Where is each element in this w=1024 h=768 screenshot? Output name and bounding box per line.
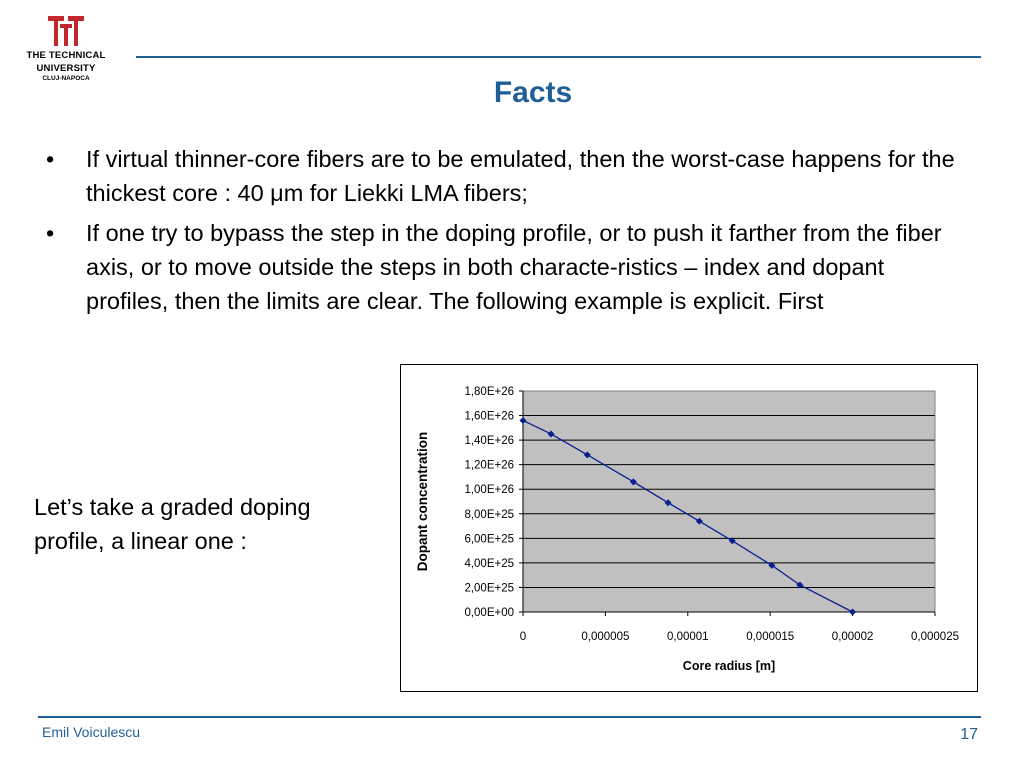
y-tick-labels (464, 386, 514, 619)
y-tick-label: 8,00E+25 (464, 508, 514, 521)
y-tick-label: 1,40E+26 (464, 435, 514, 448)
bullet-dot-icon: • (46, 220, 55, 246)
x-tick-label: 0,000015 (746, 631, 795, 643)
y-tick-label: 1,20E+26 (464, 459, 514, 472)
y-tick-label: 6,00E+25 (464, 533, 514, 546)
y-tick-label: 1,80E+26 (464, 386, 514, 398)
x-tick-label: 0,000025 (911, 631, 959, 643)
page-number: 17 (960, 726, 978, 743)
side-text: Let’s take a graded doping profile, a linear one : (34, 494, 311, 554)
slide-title: Facts (493, 76, 573, 109)
x-tick-label: 0,000005 (581, 631, 630, 643)
y-tick-label: 0,00E+00 (464, 607, 514, 619)
y-tick-label: 4,00E+25 (464, 557, 514, 570)
bullet-item (44, 142, 964, 210)
bullet-item (44, 216, 964, 318)
logo-line-2: UNIVERSITY (36, 63, 96, 74)
logo-line-1: THE TECHNICAL (26, 50, 106, 61)
x-tick-labels (520, 631, 959, 643)
x-tick-label: 0,00002 (831, 631, 874, 643)
bullet-list (44, 142, 964, 324)
logo-line-3: CLUJ-NAPOCA (42, 75, 90, 82)
bullet-text: If virtual thinner-core fibers are to be emulated, then the worst-case happens for the thickest core : 40 μm for Liekki LMA fibers; (86, 146, 955, 206)
x-tick-label: 0 (519, 631, 527, 643)
bullet-text: If one try to bypass the step in the doping profile, or to push it farther from the fiber axis, or to move outside the steps in both characte-ristics – index and dopant profiles, then the limits are clear. The following example is explicit. First (86, 220, 942, 314)
y-axis-label: Dopant concentration (415, 431, 430, 572)
footer-author: Emil Voiculescu (42, 724, 141, 740)
chart-container (400, 364, 978, 692)
university-logo (18, 14, 114, 83)
x-axis-label: Core radius [m] (682, 659, 776, 673)
plot-area (523, 391, 935, 612)
university-logo-icon (46, 14, 86, 48)
bullet-dot-icon: • (46, 146, 55, 172)
y-tick-label: 2,00E+25 (464, 582, 514, 595)
dopant-profile-chart (401, 365, 977, 691)
x-tick-label: 0,00001 (667, 631, 709, 643)
footer-divider (38, 716, 981, 718)
y-tick-label: 1,00E+26 (464, 484, 514, 497)
header-divider (136, 56, 981, 58)
y-tick-label: 1,60E+26 (464, 410, 514, 423)
